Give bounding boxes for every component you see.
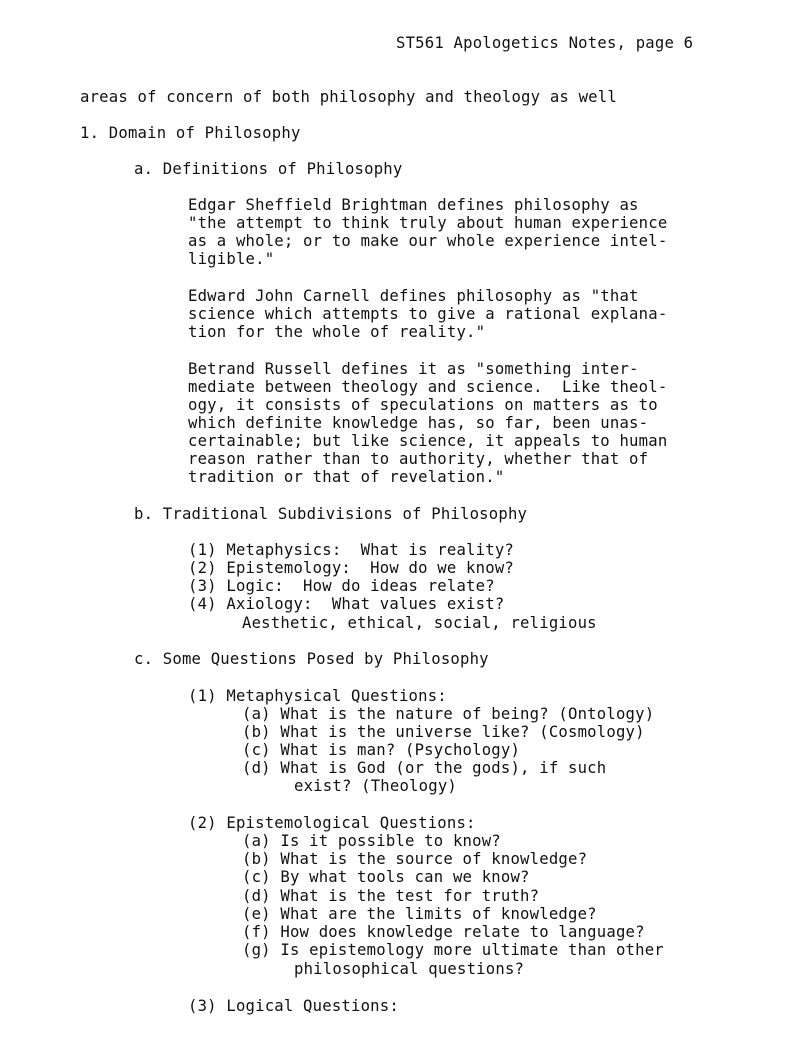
list-item: (c) What is man? (Psychology) <box>242 741 521 759</box>
list-item: (b) What is the source of knowledge? <box>242 850 588 868</box>
section-heading-domain: 1. Domain of Philosophy <box>80 124 301 142</box>
paragraph-line: as a whole; or to make our whole experience intel- <box>188 232 668 250</box>
paragraph-line: mediate between theology and science. Like theol- <box>188 378 668 396</box>
list-item-continuation: exist? (Theology) <box>294 777 457 795</box>
list-item: (d) What is God (or the gods), if such <box>242 759 607 777</box>
paragraph-line: Betrand Russell defines it as "something inter- <box>188 360 639 378</box>
list-item: (2) Epistemology: How do we know? <box>188 559 514 577</box>
list-item: (1) Metaphysics: What is reality? <box>188 541 514 559</box>
question-group-heading: (3) Logical Questions: <box>188 997 399 1015</box>
list-item-continuation: philosophical questions? <box>294 960 525 978</box>
paragraph-line: which definite knowledge has, so far, been unas- <box>188 414 649 432</box>
list-item: (4) Axiology: What values exist? <box>188 595 505 613</box>
paragraph-line: tradition or that of revelation." <box>188 468 505 486</box>
paragraph-line: ligible." <box>188 250 275 268</box>
paragraph-line: reason rather than to authority, whether that of <box>188 450 649 468</box>
paragraph-line: Edward John Carnell defines philosophy as "that <box>188 287 639 305</box>
page-header: ST561 Apologetics Notes, page 6 <box>396 34 694 52</box>
paragraph-line: Edgar Sheffield Brightman defines philosophy as <box>188 196 639 214</box>
question-group-heading: (2) Epistemological Questions: <box>188 814 476 832</box>
list-item: (b) What is the universe like? (Cosmology) <box>242 723 645 741</box>
list-item: (3) Logic: How do ideas relate? <box>188 577 495 595</box>
list-item: (d) What is the test for truth? <box>242 887 540 905</box>
paragraph-line: certainable; but like science, it appeals to human <box>188 432 668 450</box>
list-item: (g) Is epistemology more ultimate than other <box>242 941 664 959</box>
subsection-heading-definitions: a. Definitions of Philosophy <box>134 160 403 178</box>
list-item: (a) What is the nature of being? (Ontology) <box>242 705 655 723</box>
paragraph-line: "the attempt to think truly about human experience <box>188 214 668 232</box>
list-item-continuation: Aesthetic, ethical, social, religious <box>242 614 597 632</box>
paragraph-line: science which attempts to give a rational explana- <box>188 305 668 323</box>
paragraph-line: tion for the whole of reality." <box>188 323 486 341</box>
list-item: (c) By what tools can we know? <box>242 868 530 886</box>
question-group-heading: (1) Metaphysical Questions: <box>188 687 447 705</box>
subsection-heading-subdivisions: b. Traditional Subdivisions of Philosophy <box>134 505 528 523</box>
list-item: (f) How does knowledge relate to language? <box>242 923 645 941</box>
list-item: (a) Is it possible to know? <box>242 832 501 850</box>
intro-line: areas of concern of both philosophy and theology as well <box>80 88 617 106</box>
subsection-heading-questions: c. Some Questions Posed by Philosophy <box>134 650 489 668</box>
paragraph-line: ogy, it consists of speculations on matters as to <box>188 396 658 414</box>
list-item: (e) What are the limits of knowledge? <box>242 905 597 923</box>
